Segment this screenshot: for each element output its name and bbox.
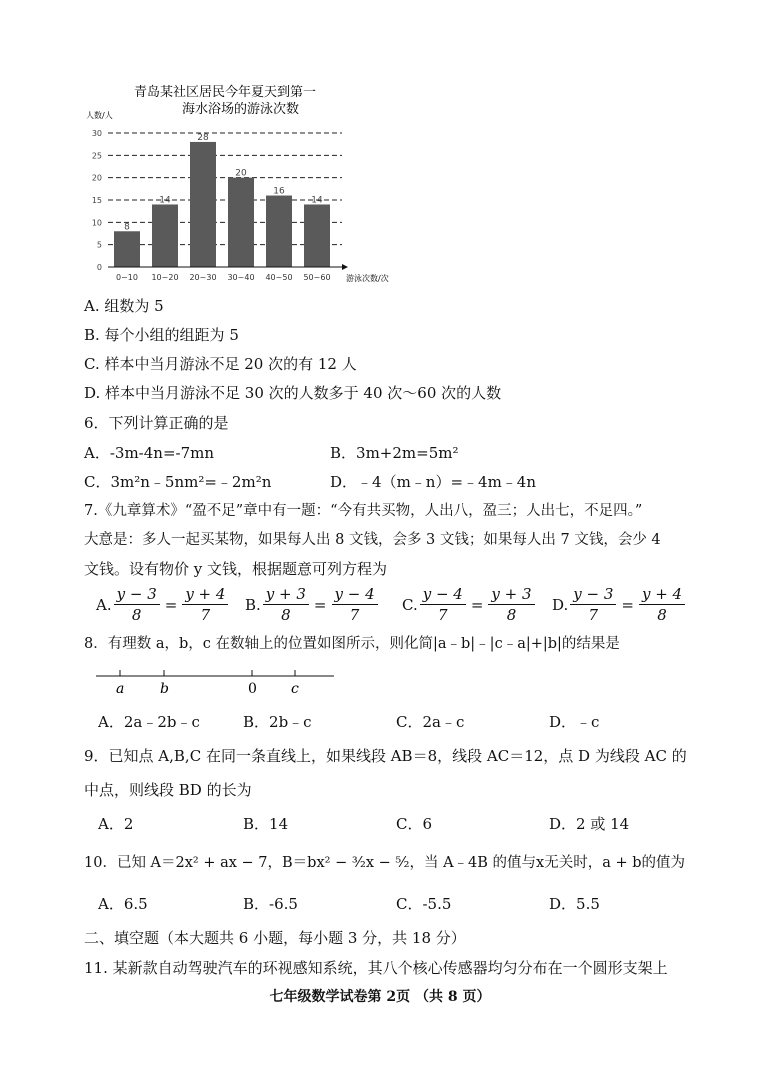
- x-tick-label: 50~60: [303, 273, 331, 282]
- bar-10~20: [152, 204, 178, 267]
- value-label: 8: [124, 222, 130, 233]
- number-line: [92, 664, 342, 698]
- q11-line1: 11. 某新款自动驾驶汽车的环视感知系统，其八个核心传感器均匀分布在一个圆形支架上: [84, 959, 668, 977]
- q6-option-c: C．3m²n﹣5nm²=﹣2m²n: [84, 473, 272, 491]
- chart-title-line1: 青岛某社区居民今年夏天到第一: [134, 85, 317, 100]
- q5-option-c: C. 样本中当月游泳不足 20 次的有 12 人: [84, 355, 357, 373]
- x-tick-label: 0~10: [116, 273, 138, 282]
- q7-option-b: B. $\frac{y + 3}{8}$ = $\frac{y - 4}{7}$: [245, 584, 380, 625]
- y-tick-label: 15: [91, 196, 102, 205]
- chart-xlabel: 游泳次数/次: [346, 274, 389, 283]
- q7-d-label: D.: [552, 595, 569, 614]
- q7-line1: 7.《九章算术》“盈不足”章中有一题：“今有共买物，人出八，盈三；人出七，不足四。”: [84, 503, 643, 519]
- q7-c-frac2: $\frac{y + 3}{8}$: [488, 584, 534, 625]
- bar-50~60: [304, 204, 330, 267]
- q7-line2: 大意是：多人一起买某物，如果每人出 8 文钱，会多 3 文钱；如果每人出 7 文钱，会少 4: [84, 532, 661, 548]
- bar-40~50: [266, 196, 292, 267]
- x-tick-label: 40~50: [265, 273, 293, 282]
- q6-option-b: B．3m+2m=5m²: [330, 444, 459, 462]
- q7-line3: 文钱。设有物价 y 文钱，根据题意可列方程为: [84, 560, 388, 578]
- chart-y-tick-labels: [92, 129, 102, 272]
- y-tick-label: 20: [91, 173, 102, 183]
- x-tick-label: 20~30: [189, 273, 217, 282]
- chart-x-tick-labels: [116, 273, 331, 282]
- q7-b-label: B.: [245, 595, 261, 614]
- value-label: 16: [273, 186, 285, 197]
- q7-a-frac2: $\frac{y + 4}{7}$: [182, 584, 228, 625]
- chart-x-axis-arrow: [342, 264, 348, 270]
- q7-a-frac1: $\frac{y - 3}{8}$: [114, 584, 160, 625]
- q7-option-c: C. $\frac{y - 4}{7}$ = $\frac{y + 3}{8}$: [402, 584, 537, 625]
- q8-option-c: C．2a﹣c: [396, 713, 465, 731]
- q6-option-a: A．-3m-4n=-7mn: [84, 444, 215, 462]
- q7-option-a: A. $\frac{y - 3}{8}$ = $\frac{y + 4}{7}$: [96, 584, 230, 625]
- q8-option-d: D．﹣c: [549, 713, 600, 731]
- q7-b-frac1: $\frac{y + 3}{8}$: [263, 584, 309, 625]
- q10-option-c: C．-5.5: [396, 895, 452, 913]
- q9-option-b: B．14: [243, 815, 289, 833]
- x-tick-label: 30~40: [227, 273, 255, 282]
- q8-stem: 8．有理数 a，b，c 在数轴上的位置如图所示，则化简|a﹣b|﹣|c﹣a|+|b|的结果是: [84, 636, 620, 652]
- y-tick-label: 30: [91, 129, 102, 138]
- value-label: 20: [235, 168, 247, 179]
- chart-bars: [114, 142, 330, 267]
- q10-stem: 10．已知 A＝2x² + ax − 7，B＝bx² − ³⁄₂x − ⁵⁄₂，当 A﹣4B 的值与x无关时，a + b的值为: [84, 855, 686, 871]
- label-zero: 0: [248, 681, 257, 697]
- q10-option-b: B．-6.5: [243, 895, 298, 913]
- q7-a-label: A.: [96, 595, 112, 614]
- chart-title-line2: 海水浴场的游泳次数: [182, 102, 300, 117]
- q7-c-label: C.: [402, 595, 418, 614]
- q6-option-d: D．﹣4（m﹣n）=﹣4m﹣4n: [330, 473, 536, 491]
- q5-option-d: D. 样本中当月游泳不足 30 次的人数多于 40 次～60 次的人数: [84, 384, 502, 402]
- q7-option-d: D. $\frac{y - 3}{7}$ = $\frac{y + 4}{8}$: [552, 584, 687, 625]
- y-tick-label: 25: [91, 151, 102, 161]
- bar-30~40: [228, 178, 254, 267]
- bar-20~30: [190, 142, 216, 267]
- section-2-heading: 二、填空题（本大题共 6 小题，每小题 3 分，共 18 分）: [84, 929, 466, 947]
- value-label: 14: [159, 195, 171, 206]
- label-a: a: [116, 681, 125, 697]
- value-label: 14: [311, 195, 323, 206]
- q7-c-frac1: $\frac{y - 4}{7}$: [420, 584, 466, 625]
- q9-option-c: C．6: [396, 815, 433, 833]
- q9-line1: 9．已知点 A,B,C 在同一条直线上，如果线段 AB＝8，线段 AC＝12，点 D 为线段 AC 的: [84, 747, 687, 765]
- q10-option-a: A．6.5: [98, 895, 148, 913]
- q9-option-a: A．2: [98, 815, 134, 833]
- y-tick-label: 0: [96, 263, 102, 272]
- q7-d-frac1: $\frac{y - 3}{7}$: [570, 584, 616, 625]
- page-footer: 七年级数学试卷第 2页 （共 8 页）: [269, 989, 491, 1005]
- chart-ylabel: 人数/人: [86, 111, 113, 120]
- y-tick-label: 10: [91, 218, 102, 228]
- q9-option-d: D．2 或 14: [549, 815, 630, 833]
- q7-d-frac2: $\frac{y + 4}{8}$: [639, 584, 685, 625]
- label-c: c: [291, 681, 299, 697]
- q5-option-b: B. 每个小组的组距为 5: [84, 326, 239, 344]
- q8-option-a: A．2a﹣2b﹣c: [98, 713, 200, 731]
- q10-option-d: D．5.5: [549, 895, 600, 913]
- label-b: b: [160, 681, 169, 697]
- value-label: 28: [197, 132, 209, 143]
- q9-line2: 中点，则线段 BD 的长为: [84, 781, 252, 799]
- x-tick-label: 10~20: [151, 273, 179, 282]
- bar-0~10: [114, 231, 140, 267]
- q5-option-a: A. 组数为 5: [84, 297, 164, 315]
- swimming-histogram: [84, 80, 394, 290]
- q7-b-frac2: $\frac{y - 4}{7}$: [332, 584, 378, 625]
- q8-option-b: B．2b﹣c: [243, 713, 312, 731]
- q6-stem: 6．下列计算正确的是: [84, 414, 229, 432]
- y-tick-label: 5: [96, 240, 102, 250]
